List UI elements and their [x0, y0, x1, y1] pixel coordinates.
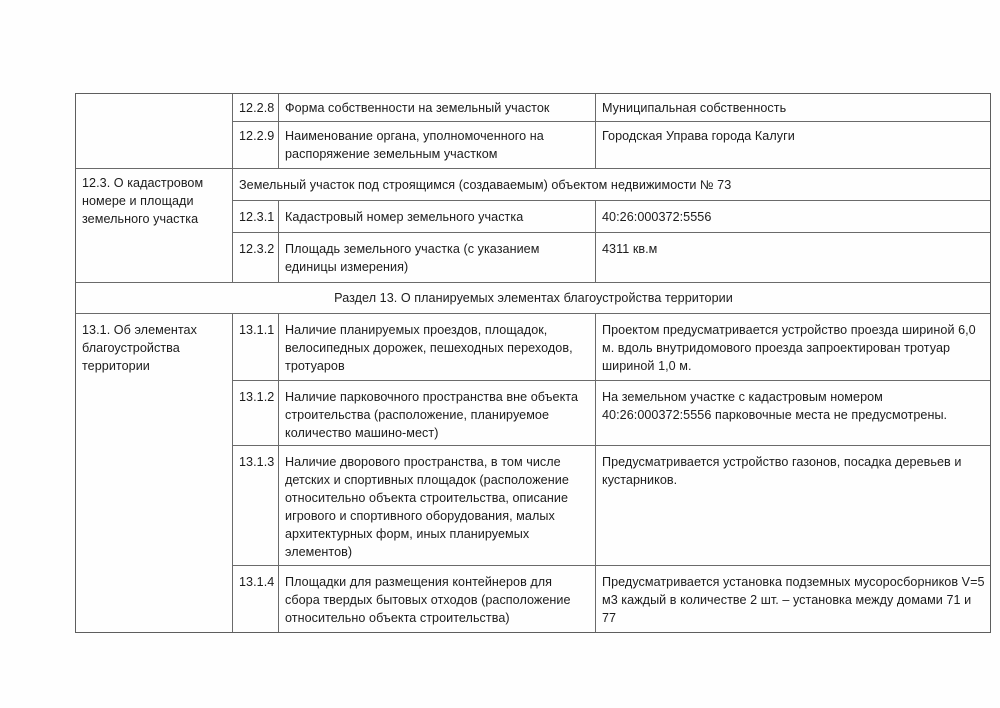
project-declaration-table	[75, 93, 991, 633]
row-12-2-9-number: 12.2.9	[232, 121, 278, 168]
row-13-1-4-description: Площадки для размещения контейнеров для сбора твердых бытовых отходов (расположение относительно объекта строительства)	[278, 565, 595, 633]
row-12-3-1-description: Кадастровый номер земельного участка	[278, 200, 595, 232]
row-13-1-4-number: 13.1.4	[232, 565, 278, 633]
row-13-1-1-value: Проектом предусматривается устройство проезда шириной 6,0 м. вдоль внутридомового проезда запроектирован тротуар шириной 1,0 м.	[595, 313, 991, 380]
section-12-3-title: 12.3. О кадастровом номере и площади земельного участка	[75, 168, 232, 282]
row-12-3-1-number: 12.3.1	[232, 200, 278, 232]
row-12-3-2-value: 4311 кв.м	[595, 232, 991, 282]
row-13-1-1-number: 13.1.1	[232, 313, 278, 380]
row-12-2-8-description: Форма собственности на земельный участок	[278, 93, 595, 121]
row-13-1-2-value: На земельном участке с кадастровым номером 40:26:000372:5556 парковочные места не предусмотрены.	[595, 380, 991, 445]
row-13-1-3-value: Предусматривается устройство газонов, посадка деревьев и кустарников.	[595, 445, 991, 565]
row-13-1-2-description: Наличие парковочного пространства вне объекта строительства (расположение, планируемое количество машино-мест)	[278, 380, 595, 445]
section-13-1-title: 13.1. Об элементах благоустройства территории	[75, 313, 232, 633]
row-12-2-8-value: Муниципальная собственность	[595, 93, 991, 121]
row-12-3-2-description: Площадь земельного участка (с указанием единицы измерения)	[278, 232, 595, 282]
row-13-1-3-number: 13.1.3	[232, 445, 278, 565]
row-12-2-9-value: Городская Управа города Калуги	[595, 121, 991, 168]
row-13-1-3-description: Наличие дворового пространства, в том числе детских и спортивных площадок (расположение относительно объекта строительства, описание игрового и спортивного оборудования, малых архитектурных форм, иных планируемых элементов)	[278, 445, 595, 565]
row-13-1-4-value: Предусматривается установка подземных мусоросборников V=5 м3 каждый в количестве 2 шт. – установка между домами 71 и 77	[595, 565, 991, 633]
section-13-heading: Раздел 13. О планируемых элементах благоустройства территории	[75, 282, 991, 313]
section-12-2-continued-cell	[75, 93, 232, 168]
row-13-1-2-number: 13.1.2	[232, 380, 278, 445]
row-12-3-2-number: 12.3.2	[232, 232, 278, 282]
row-12-3-1-value: 40:26:000372:5556	[595, 200, 991, 232]
row-13-1-1-description: Наличие планируемых проездов, площадок, велосипедных дорожек, пешеходных переходов, тротуаров	[278, 313, 595, 380]
section-12-3-header: Земельный участок под строящимся (создаваемым) объектом недвижимости № 73	[232, 168, 991, 200]
row-12-2-8-number: 12.2.8	[232, 93, 278, 121]
row-12-2-9-description: Наименование органа, уполномоченного на распоряжение земельным участком	[278, 121, 595, 168]
